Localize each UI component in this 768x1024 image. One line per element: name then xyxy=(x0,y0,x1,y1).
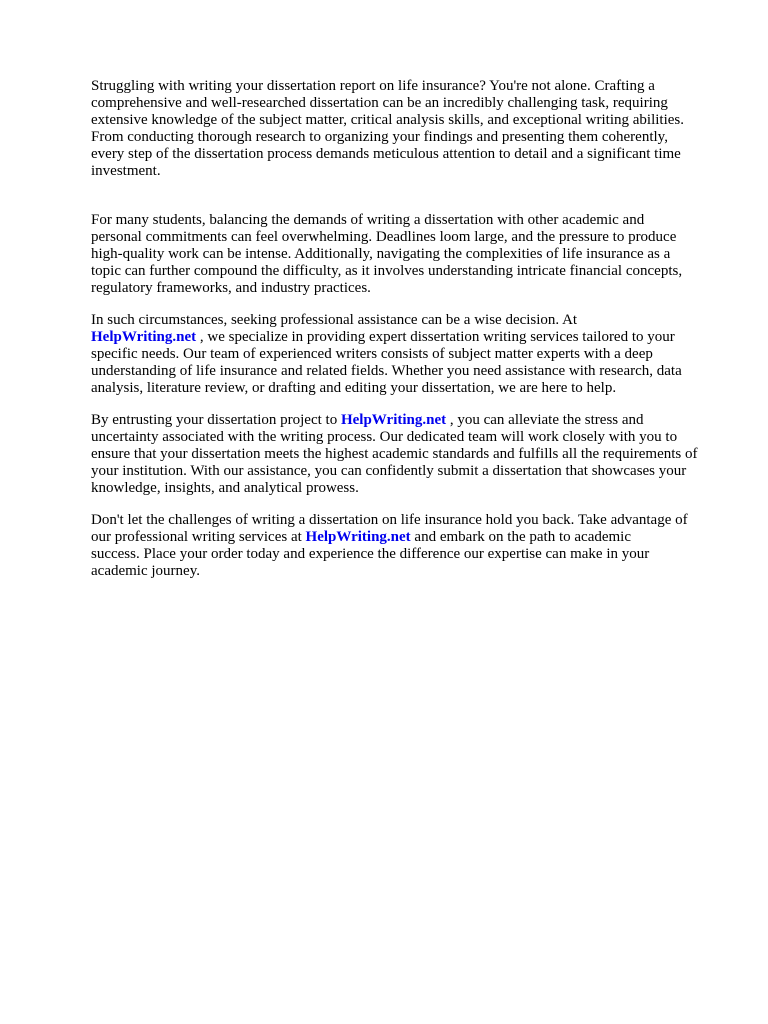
paragraph-intro-text: Struggling with writing your dissertation report on life insurance? You're not alone. Crafting a comprehensive and well-researched dissertation can be an incredibly challenging task, requiring extensive knowledge of the subject matter, critical analysis skills, and exceptional writing abilities. From conducting thorough research to organizing your findings and presenting them coherently, every step of the dissertation process demands meticulous attention to detail and a significant time investment. xyxy=(91,78,684,179)
paragraph-call-to-action xyxy=(91,512,731,580)
paragraph-assistance-text-before: In such circumstances, seeking professional assistance can be a wise decision. At xyxy=(91,312,578,328)
helpwriting-link-1[interactable]: HelpWriting.net xyxy=(91,329,197,345)
document-body xyxy=(91,61,731,595)
paragraph-cta-text-after: and embark on the path to academic success. Place your order today and experience the difference our expertise can make in your academic journey. xyxy=(91,529,650,579)
helpwriting-link-2[interactable]: HelpWriting.net xyxy=(340,412,447,428)
paragraph-challenges xyxy=(91,195,731,297)
paragraph-cta-text-before: Don't let the challenges of writing a dissertation on life insurance hold you back. Take advantage of our professional writing services at xyxy=(91,512,688,545)
paragraph-entrusting-text-before: By entrusting your dissertation project to xyxy=(91,412,341,428)
paragraph-challenges-text: For many students, balancing the demands of writing a dissertation with other academic and personal commitments can feel overwhelming. Deadlines loom large, and the pressure to produce high-quality work can be intense. Additionally, navigating the complexities of life insurance as a topic can further compound the difficulty, as it involves understanding intricate financial concepts, regulatory frameworks, and industry practices. xyxy=(91,212,683,296)
paragraph-assistance-text-after: , we specialize in providing expert dissertation writing services tailored to your specific needs. Our team of experienced writers consists of subject matter experts with a deep understanding of life insurance and related fields. Whether you need assistance with research, data analysis, literature review, or drafting and editing your dissertation, we are here to help. xyxy=(91,329,682,396)
paragraph-entrusting xyxy=(91,412,731,497)
helpwriting-link-3[interactable]: HelpWriting.net xyxy=(305,529,411,545)
paragraph-intro xyxy=(91,61,731,180)
paragraph-assistance xyxy=(91,312,731,397)
paragraph-entrusting-text-after: , you can alleviate the stress and uncertainty associated with the writing process. Our dedicated team will work closely with you to ensure that your dissertation meets the highest academic standards and fulfills all the requirements of your institution. With our assistance, you can confidently submit a dissertation that showcases your knowledge, insights, and analytical prowess. xyxy=(91,412,698,496)
